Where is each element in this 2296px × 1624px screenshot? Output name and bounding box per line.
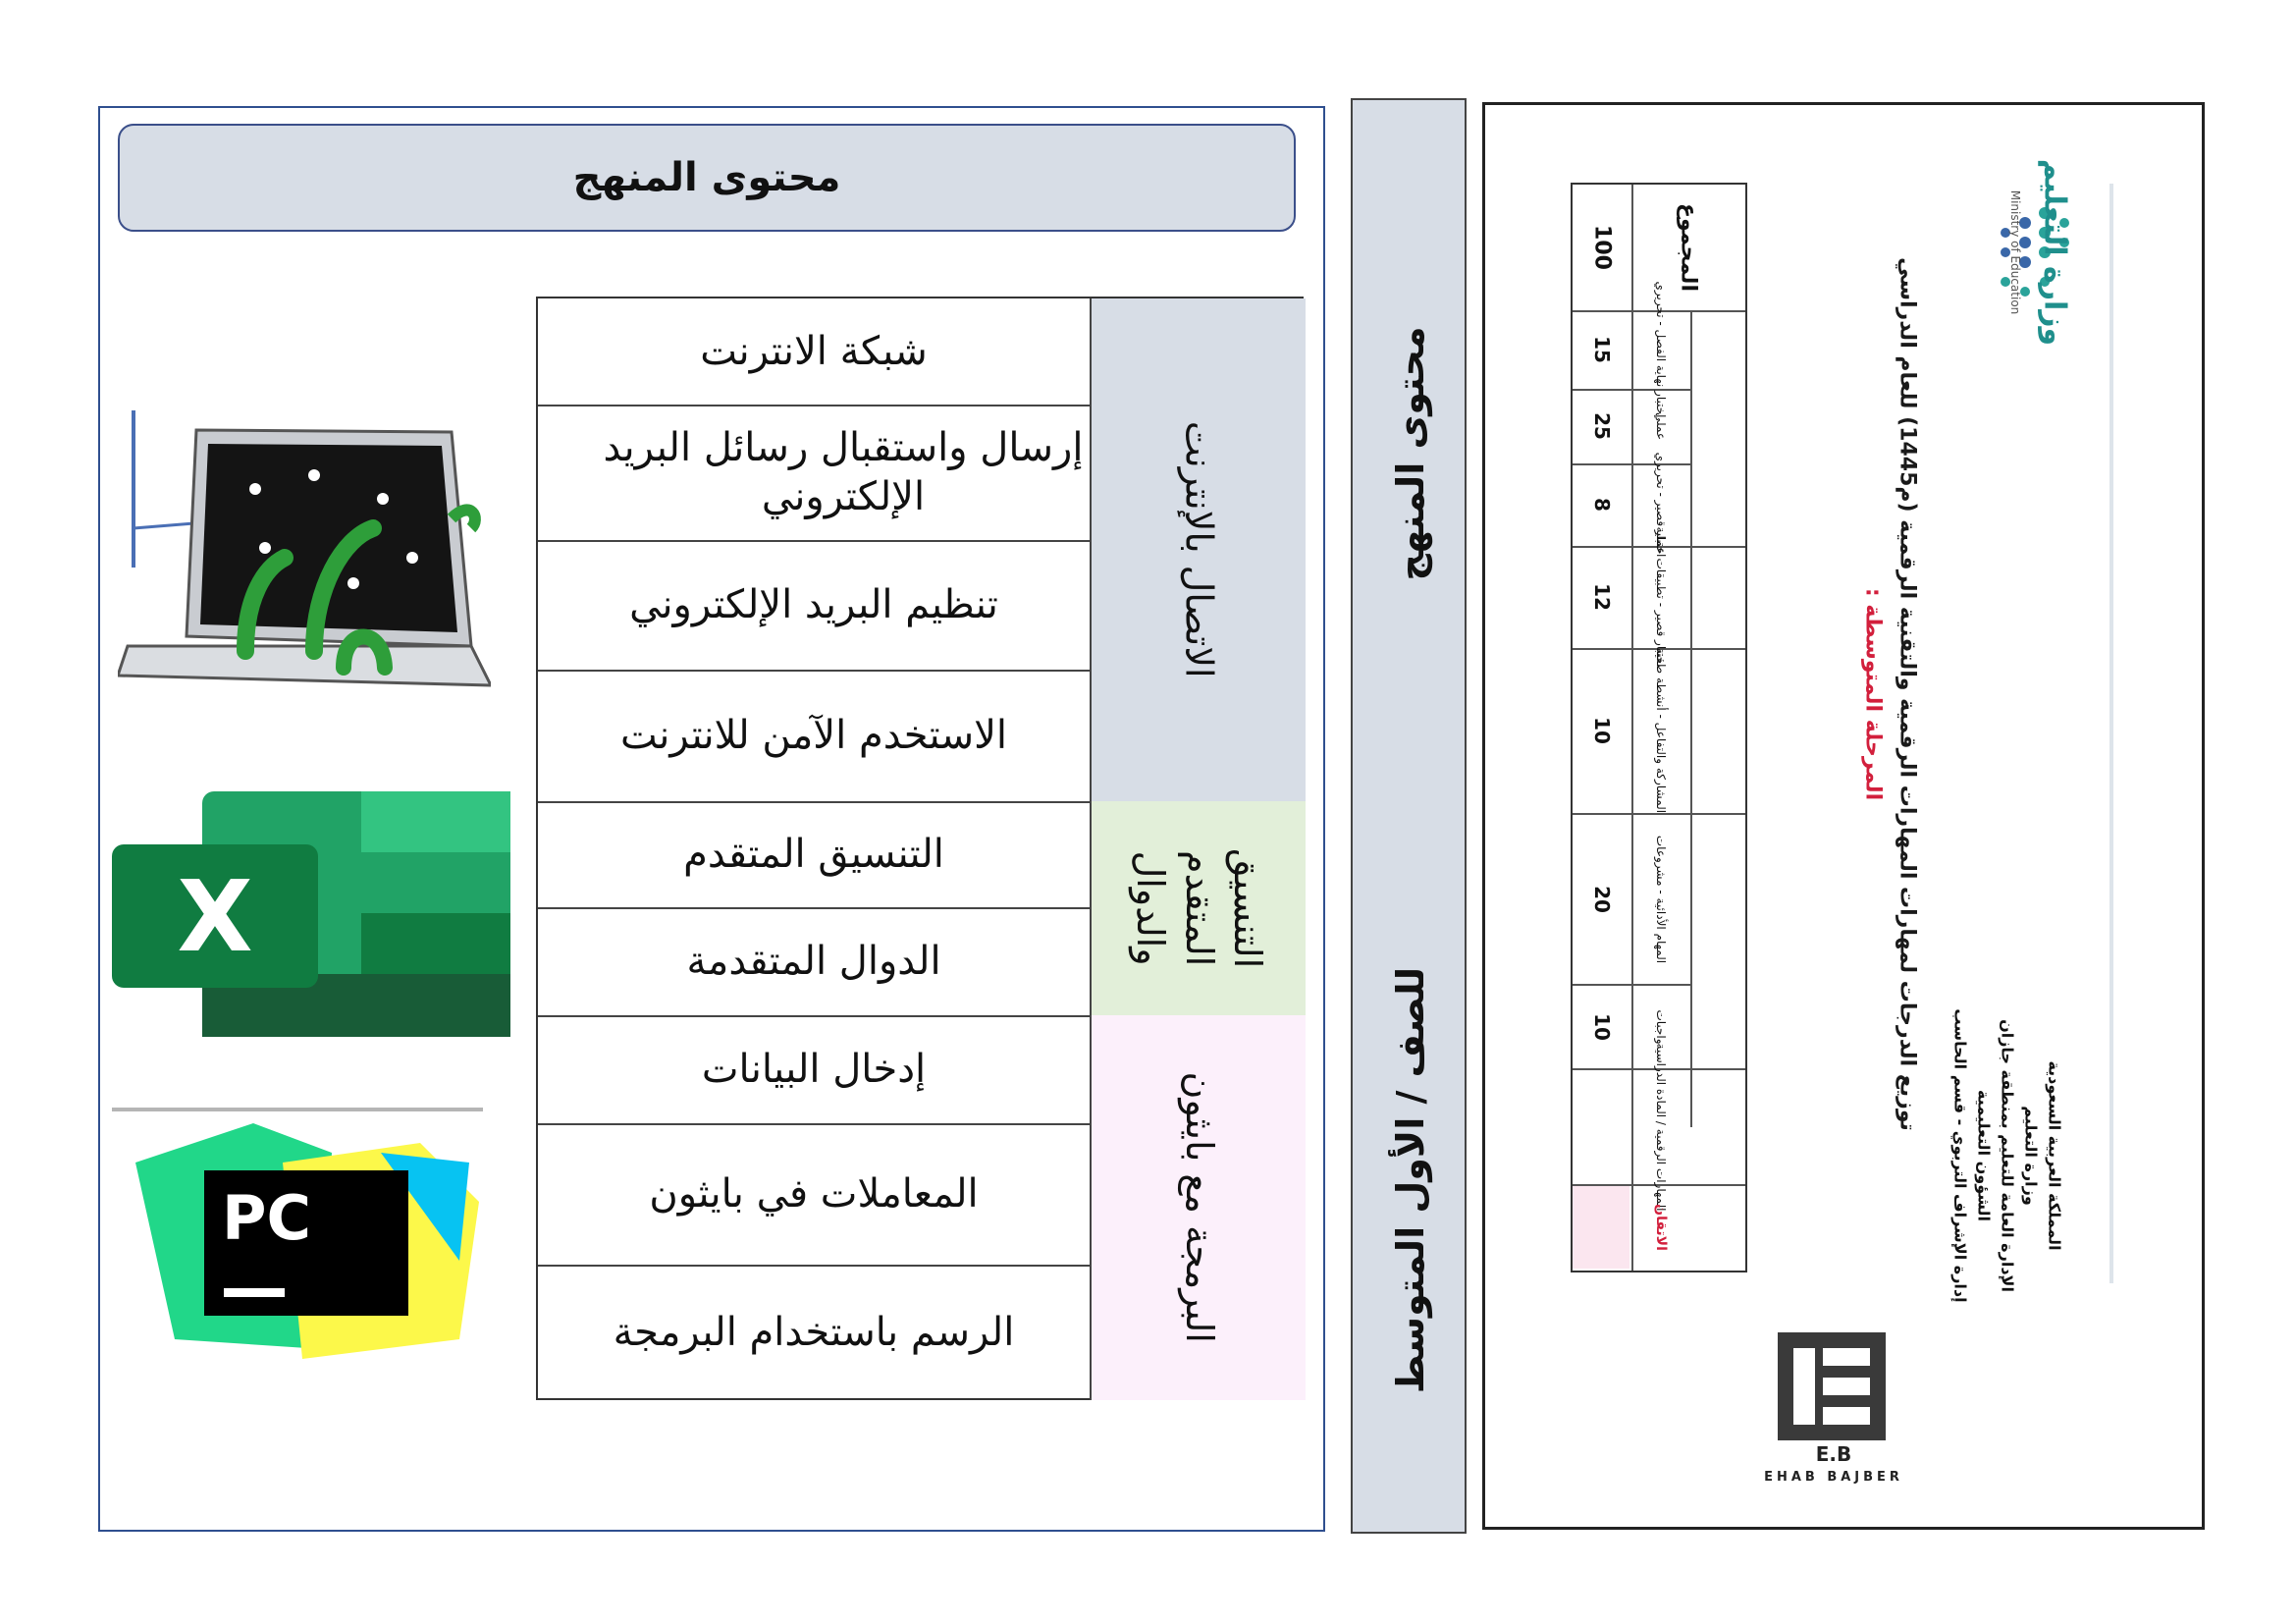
excel-icon — [112, 791, 510, 1037]
lesson-label: المعاملات في بايثون — [649, 1171, 979, 1217]
table-row — [538, 1265, 1090, 1400]
curriculum-table — [536, 297, 1304, 1400]
unit-title: البرمجة مع بايثون — [1177, 1071, 1221, 1344]
grade-label: المهام الأدائية - مشروعات — [1654, 835, 1668, 964]
ministry-name-en: Ministry of Education — [2008, 189, 2022, 315]
table-row — [538, 405, 1148, 542]
grade-label: اختبار نهاية الفصل - تحريري — [1654, 281, 1668, 418]
lesson-label: الدوال المتقدمة — [686, 939, 941, 984]
table-row — [538, 801, 1090, 909]
doc-header-line: المملكة العربية السعودية — [2045, 1060, 2064, 1251]
lesson-label: الاستخدم الآمن للانترنت — [619, 713, 1008, 758]
svg-text:X: X — [177, 859, 253, 974]
eb-logo-name: EHAB BAJBER — [1764, 1470, 1903, 1485]
pycharm-icon-text: PC — [222, 1182, 311, 1254]
grade-value: 100 — [1589, 225, 1615, 270]
grade-label: عملي — [1654, 411, 1668, 441]
lesson-label: إرسال واستقبال رسائل البريد الإلكتروني — [603, 425, 1084, 519]
laptop-icon — [118, 410, 491, 705]
table-row — [538, 907, 1090, 1017]
grade-label: المشاركة والتفاعل - أنشطة صفية — [1654, 647, 1668, 814]
doc-header-line: إدارة الإشراف التربوي - قسم الحاسب — [1950, 1008, 1970, 1303]
doc-stage: المرحلة المتوسطة : — [1860, 587, 1886, 801]
band-grade: للصف / الأول المتوسط — [1389, 966, 1432, 1394]
divider — [2109, 184, 2113, 1283]
doc-heading: توزيع الدرجات لمهارات المهارات الرقمية والتقنية الرقمية (م1445) للعام الدراسي — [1895, 257, 1920, 1131]
grades-table — [1571, 183, 1747, 1272]
lesson-label: تنظيم البريد الإلكتروني — [629, 582, 998, 627]
grade-value: 25 — [1590, 412, 1614, 440]
grade-value: 15 — [1590, 336, 1614, 363]
side-note: الاتقان — [1653, 1204, 1669, 1251]
grade-value: 10 — [1590, 717, 1614, 744]
band-title: محتوى المنهج — [1389, 326, 1432, 581]
ministry-name-ar: وزارة التعليم — [2037, 158, 2072, 347]
unit-title: التنسيق المتقدم والدوال — [1129, 847, 1270, 969]
grade-label: المهارات الرقمية / المادة الدراسية — [1654, 1043, 1668, 1212]
doc-header-line: الشؤون التعليمية — [1974, 1089, 1994, 1222]
grade-label: اختبار قصير - تحريري — [1654, 452, 1668, 558]
unit-cell-internet — [1090, 298, 1306, 803]
lesson-label: التنسيق المتقدم — [683, 832, 944, 877]
table-row — [538, 1123, 1090, 1267]
pycharm-icon — [135, 1123, 479, 1359]
doc-header-line: الإدارة العامة للتعليم بمنطقة جازان — [1998, 1019, 2017, 1292]
table-row — [538, 1015, 1090, 1125]
unit-cell-formatting — [1090, 801, 1306, 1017]
lesson-label: شبكة الانترنت — [700, 329, 928, 374]
grade-value: 8 — [1590, 498, 1614, 512]
grade-value: 20 — [1590, 886, 1614, 913]
page-title-text: محتوى المنهج — [572, 155, 841, 200]
lesson-label: إدخال البيانات — [701, 1047, 927, 1092]
table-row — [538, 540, 1090, 672]
divider — [112, 1108, 483, 1111]
table-row — [538, 670, 1090, 803]
vertical-title-band — [1351, 98, 1467, 1534]
grade-label: المجموع — [1676, 203, 1701, 292]
unit-cell-python — [1090, 1015, 1306, 1400]
eb-logo-letters: E.B — [1815, 1442, 1852, 1466]
grade-label: واجبات — [1654, 1009, 1668, 1045]
grade-value: 10 — [1590, 1013, 1614, 1041]
table-row — [538, 298, 1090, 406]
grade-value: 12 — [1590, 583, 1614, 611]
grade-label: اختبار قصير - تطبيقات عملية — [1654, 526, 1668, 668]
unit-title: الاتصال بالإنترنت — [1177, 421, 1221, 678]
lesson-label: الرسم باستخدام البرمجة — [613, 1310, 1015, 1355]
doc-header-line: وزارة التعليم — [2021, 1106, 2041, 1206]
page-title — [118, 124, 1296, 232]
